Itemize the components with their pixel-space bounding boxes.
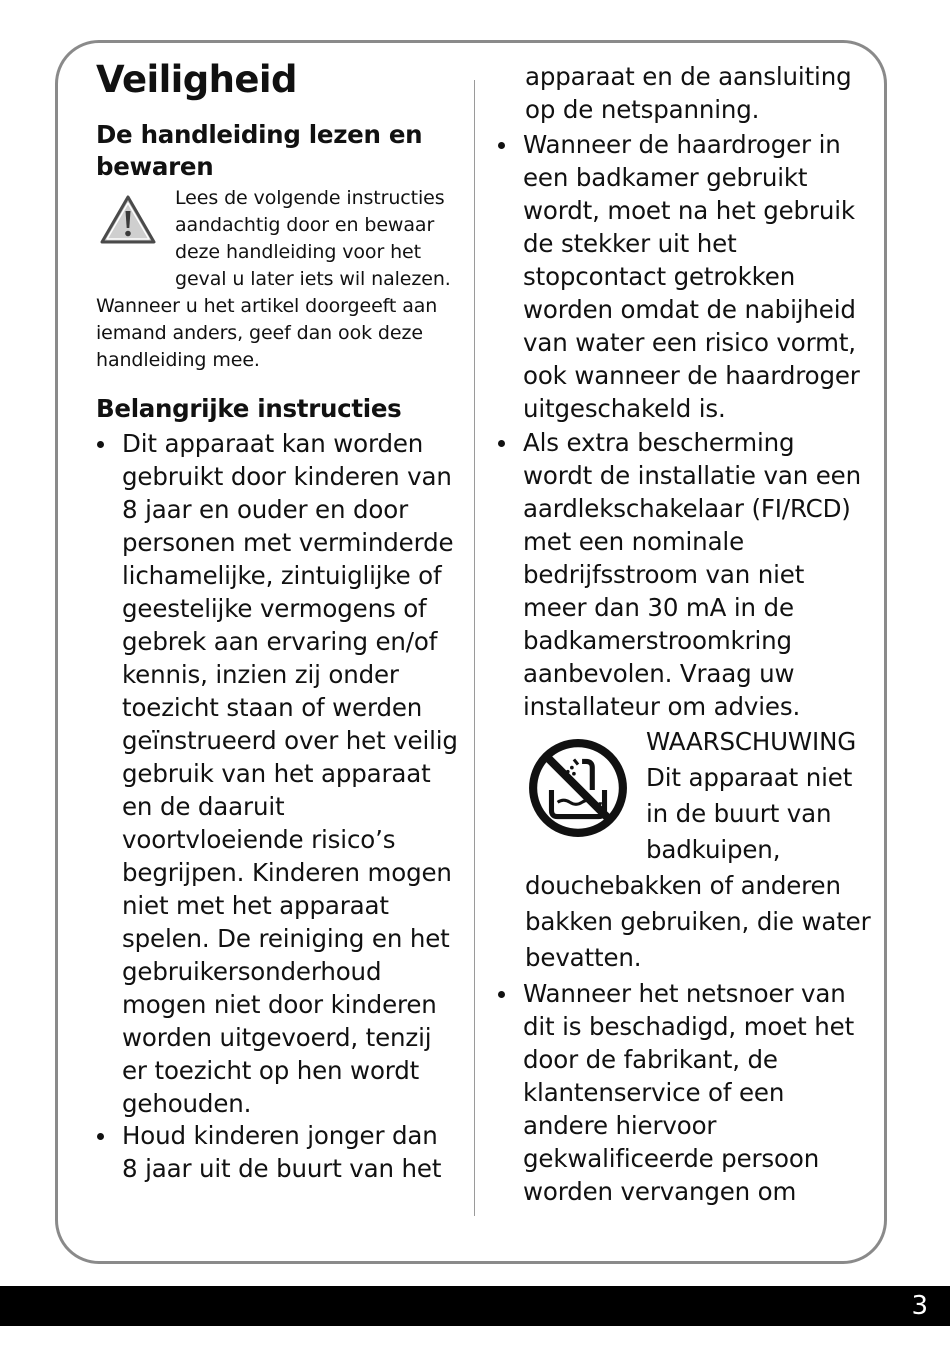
manual-heading-line: De handleiding lezen en: [96, 120, 423, 149]
warning-label: WAARSCHUWING: [646, 727, 857, 756]
bullet-dot: [498, 440, 505, 447]
text-line: gebruik van het apparaat: [122, 759, 431, 788]
bullet-text: [122, 427, 458, 1120]
bullet-dot: [97, 441, 104, 448]
text-line: geïnstrueerd over het veilig: [122, 726, 458, 755]
text-line: Houd kinderen jonger dan: [122, 1121, 438, 1150]
text-line: Als extra bescherming: [523, 428, 795, 457]
text-line: worden omdat de nabijheid: [523, 295, 856, 324]
warning-tail: [525, 868, 871, 976]
text-line: voortvloeiende risico’s: [122, 825, 396, 854]
page-title: Veiligheid: [96, 58, 297, 101]
text-line: aandachtig door en bewaar: [175, 214, 435, 236]
text-line: wordt de installatie van een: [523, 461, 861, 490]
column-divider: [474, 80, 475, 1216]
text-line: meer dan 30 mA in de: [523, 593, 794, 622]
text-line: gehouden.: [122, 1089, 252, 1118]
no-bathtub-icon: [527, 737, 629, 839]
text-line: kennis, inzien zij onder: [122, 660, 399, 689]
text-line: Dit apparaat kan worden: [122, 429, 424, 458]
text-line: stopcontact getrokken: [523, 262, 796, 291]
text-line: geestelijke vermogens of: [122, 594, 427, 623]
text-line: mogen niet door kinderen: [122, 990, 437, 1019]
bullet-text: [523, 977, 854, 1208]
text-line: spelen. De reiniging en het: [122, 924, 450, 953]
text-line: uitgeschakeld is.: [523, 394, 726, 423]
bullet-dot: [498, 142, 505, 149]
text-line: gebrek aan ervaring en/of: [122, 627, 438, 656]
text-line: aardlekschakelaar (FI/RCD): [523, 494, 851, 523]
text-line: deze handleiding voor het: [175, 241, 421, 263]
text-line: Dit apparaat niet: [646, 763, 853, 792]
text-line: de stekker uit het: [523, 229, 737, 258]
text-line: badkamerstroomkring: [523, 626, 792, 655]
text-line: van water een risico vormt,: [523, 328, 856, 357]
text-line: niet met het apparaat: [122, 891, 389, 920]
text-line: gebruikt door kinderen van: [122, 462, 452, 491]
text-line: wordt, moet na het gebruik: [523, 196, 855, 225]
text-line: installateur om advies.: [523, 692, 801, 721]
text-line: Wanneer de haardroger in: [523, 130, 841, 159]
bullet-text: [523, 128, 860, 425]
manual-heading-line: bewaren: [96, 152, 214, 181]
text-line: geval u later iets wil nalezen.: [175, 268, 451, 290]
text-line: door de fabrikant, de: [523, 1045, 778, 1074]
text-line: en de daaruit: [122, 792, 285, 821]
text-line: handleiding mee.: [96, 349, 260, 371]
text-line: ook wanneer de haardroger: [523, 361, 860, 390]
text-line: iemand anders, geef dan ook deze: [96, 322, 423, 344]
text-line: met een nominale: [523, 527, 745, 556]
manual-heading: [96, 119, 458, 183]
text-line: andere hiervoor: [523, 1111, 717, 1140]
bullet-text: [122, 1119, 441, 1185]
text-line: lichamelijke, zintuiglijke of: [122, 561, 442, 590]
important-heading: Belangrijke instructies: [96, 394, 402, 423]
text-line: 8 jaar uit de buurt van het: [122, 1154, 442, 1183]
text-line: begrijpen. Kinderen mogen: [122, 858, 452, 887]
text-line: dit is beschadigd, moet het: [523, 1012, 855, 1041]
text-line: gekwalificeerde persoon: [523, 1144, 820, 1173]
manual-intro-indented: [175, 185, 451, 293]
bullet-dot: [97, 1133, 104, 1140]
text-line: een badkamer gebruikt: [523, 163, 808, 192]
bullet-dot: [498, 991, 505, 998]
text-line: in de buurt van: [646, 799, 832, 828]
text-line: Wanneer u het artikel doorgeeft aan: [96, 295, 438, 317]
text-line: apparaat en de aansluiting: [525, 62, 852, 91]
footer-bar: [0, 1286, 950, 1326]
bullet-text: [523, 426, 861, 723]
text-line: worden uitgevoerd, tenzij: [122, 1023, 432, 1052]
page-number: 3: [911, 1291, 928, 1321]
warning-block: [646, 724, 856, 868]
text-line: bedrijfsstroom van niet: [523, 560, 805, 589]
text-line: gebruikersonderhoud: [122, 957, 382, 986]
continued-text: [525, 60, 851, 126]
text-line: klantenservice of een: [523, 1078, 785, 1107]
text-line: bevatten.: [525, 943, 642, 972]
text-line: personen met verminderde: [122, 528, 454, 557]
text-line: op de netspanning.: [525, 95, 760, 124]
text-line: er toezicht op hen wordt: [122, 1056, 420, 1085]
text-line: aanbevolen. Vraag uw: [523, 659, 795, 688]
text-line: worden vervangen om: [523, 1177, 797, 1206]
text-line: Wanneer het netsnoer van: [523, 979, 846, 1008]
manual-intro-full: [96, 293, 437, 374]
text-line: toezicht staan of werden: [122, 693, 423, 722]
text-line: 8 jaar en ouder en door: [122, 495, 409, 524]
text-line: bakken gebruiken, die water: [525, 907, 871, 936]
warning-triangle-icon: [99, 194, 157, 246]
text-line: douchebakken of anderen: [525, 871, 841, 900]
text-line: badkuipen,: [646, 835, 781, 864]
text-line: Lees de volgende instructies: [175, 187, 445, 209]
